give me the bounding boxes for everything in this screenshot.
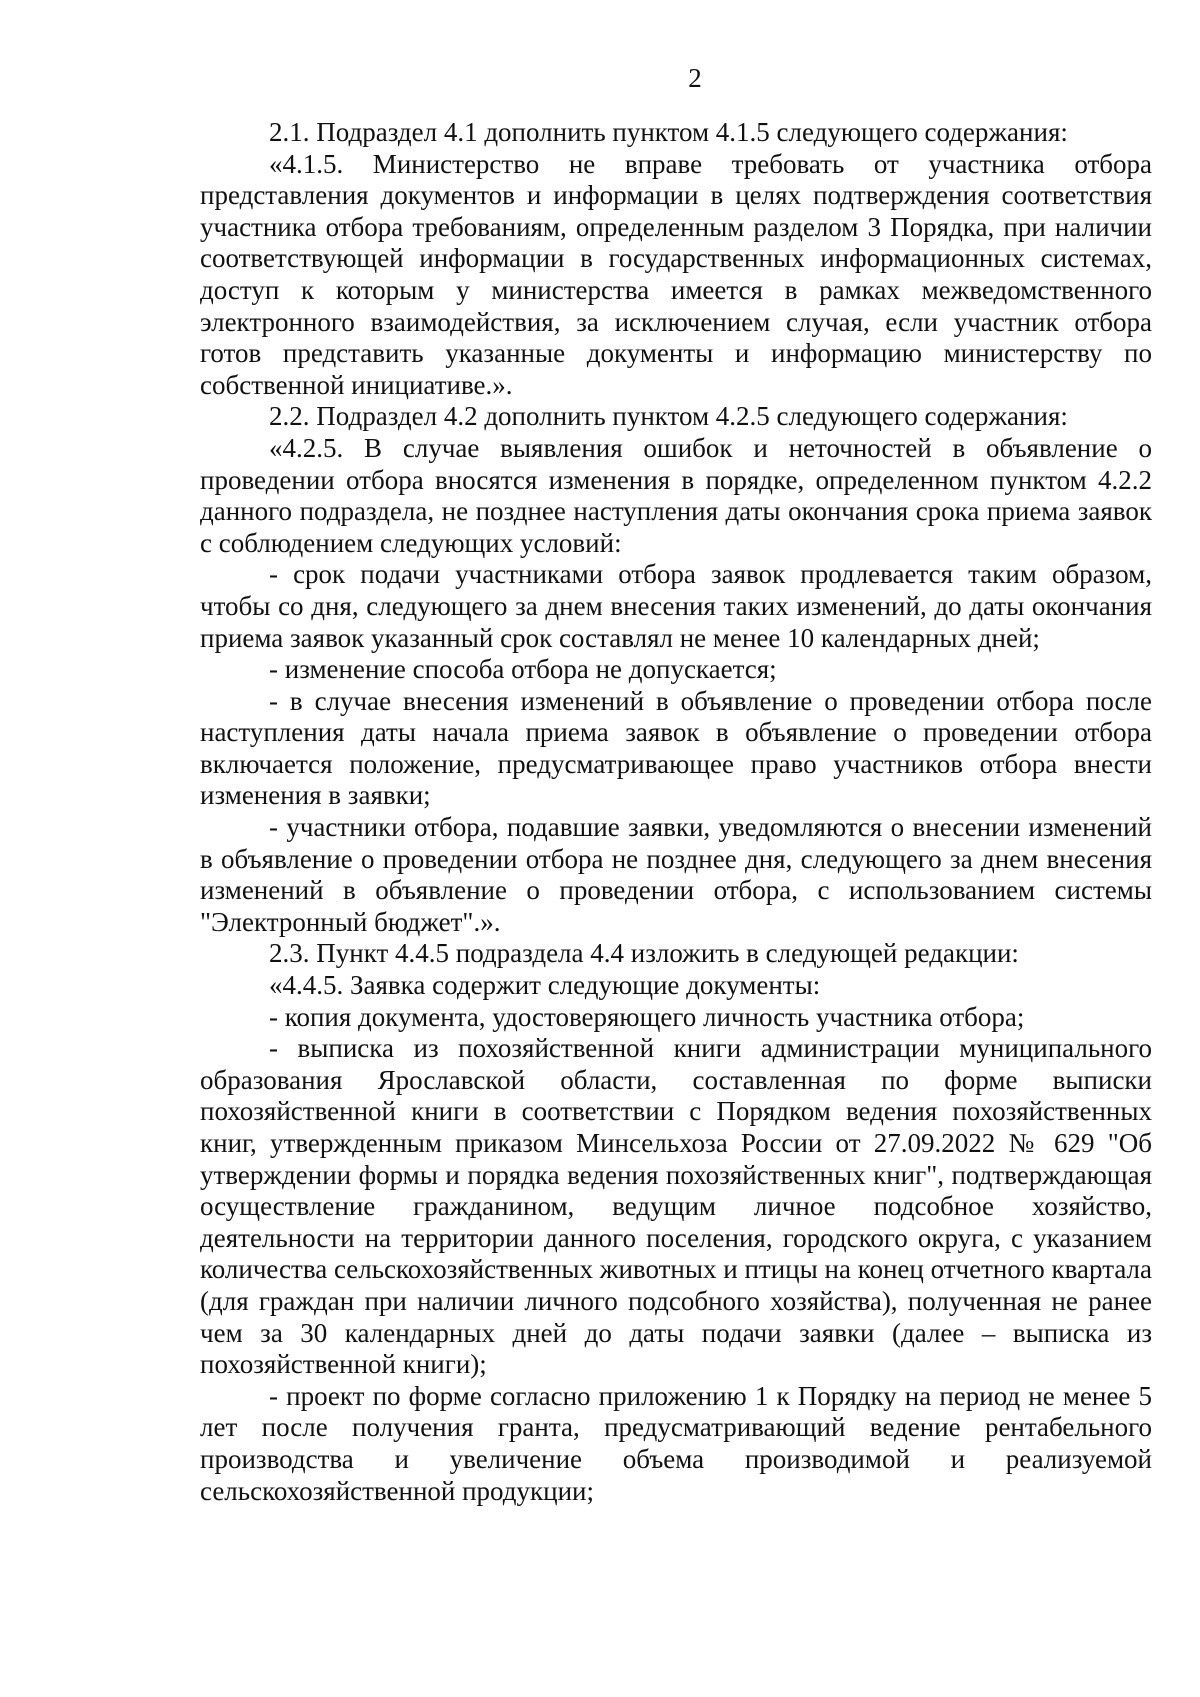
list-item-household-book-extract: - выписка из похозяйственной книги администрации муниципального образования Ярославской области, составленная по форме выписки похозяйственной книги в соответствии с Порядком ведения похозяйственных книг, утвержденным приказом Минсельхоза России от 27.09.2022 № 629 "Об утверждении формы и порядка ведения похозяйственных книг", подтверждающая осуществление гражданином, ведущим личное подсобное хозяйство, деятельности на территории данного поселения, городского округа, с указанием количества сельскохозяйственных животных и птицы на конец отчетного квартала (для граждан при наличии личного подсобного хозяйства), полученная не ранее чем за 30 календарных дней до даты подачи заявки (далее – выписка из похозяйственной книги); bbox=[200, 1033, 1152, 1380]
list-item-application-changes: - в случае внесения изменений в объявление о проведении отбора после наступления даты начала приема заявок в объявление о проведении отбора включается положение, предусматривающее право участников отбора внести изменения в заявки; bbox=[200, 685, 1152, 811]
list-item-notification: - участники отбора, подавшие заявки, уведомляются о внесении изменений в объявление о проведении отбора не позднее дня, следующего за днем внесения изменений в объявление о проведении отбора, с использованием системы "Электронный бюджет".». bbox=[200, 812, 1152, 937]
paragraph-2-2: 2.2. Подраздел 4.2 дополнить пунктом 4.2.5 следующего содержания: bbox=[269, 401, 1068, 432]
paragraph-4-2-5: «4.2.5. В случае выявления ошибок и неточностей в объявление о проведении отбора вносятся изменения в порядке, определенном пунктом 4.2.2 данного подраздела, не позднее наступления даты окончания срока приема заявок с соблюдением следующих условий: bbox=[200, 432, 1152, 558]
list-item-deadline-extension: - срок подачи участниками отбора заявок продлевается таким образом, чтобы со дня, следующего за днем внесения таких изменений, до даты окончания приема заявок указанный срок составлял не менее 10 календарных дней; bbox=[200, 559, 1152, 653]
list-item-id-copy: - копия документа, удостоверяющего личность участника отбора; bbox=[269, 1001, 1025, 1032]
list-item-method-change: - изменение способа отбора не допускается; bbox=[269, 654, 777, 685]
paragraph-4-1-5: «4.1.5. Министерство не вправе требовать от участника отбора представления документов и информации в целях подтверждения соответствия участника отбора требованиям, определенным разделом 3 Порядка, при наличии соответствующей информации в государственных информационных системах, доступ к которым у министерства имеется в рамках межведомственного электронного взаимодействия, за исключением случая, если участник отбора готов представить указанные документы и информацию министерству по собственной инициативе.». bbox=[200, 148, 1152, 400]
list-item-project: - проект по форме согласно приложению 1 к Порядку на период не менее 5 лет после получения гранта, предусматривающий ведение рентабельного производства и увеличение объема производимой и реализуемой сельскохозяйственной продукции; bbox=[200, 1380, 1152, 1506]
paragraph-2-1: 2.1. Подраздел 4.1 дополнить пунктом 4.1.5 следующего содержания: bbox=[269, 117, 1068, 147]
document-body bbox=[200, 117, 1152, 1507]
paragraph-4-4-5: «4.4.5. Заявка содержит следующие документы: bbox=[269, 970, 821, 1001]
page-number: 2 bbox=[688, 63, 702, 93]
paragraph-2-3: 2.3. Пункт 4.4.5 подраздела 4.4 изложить в следующей редакции: bbox=[269, 938, 1019, 969]
